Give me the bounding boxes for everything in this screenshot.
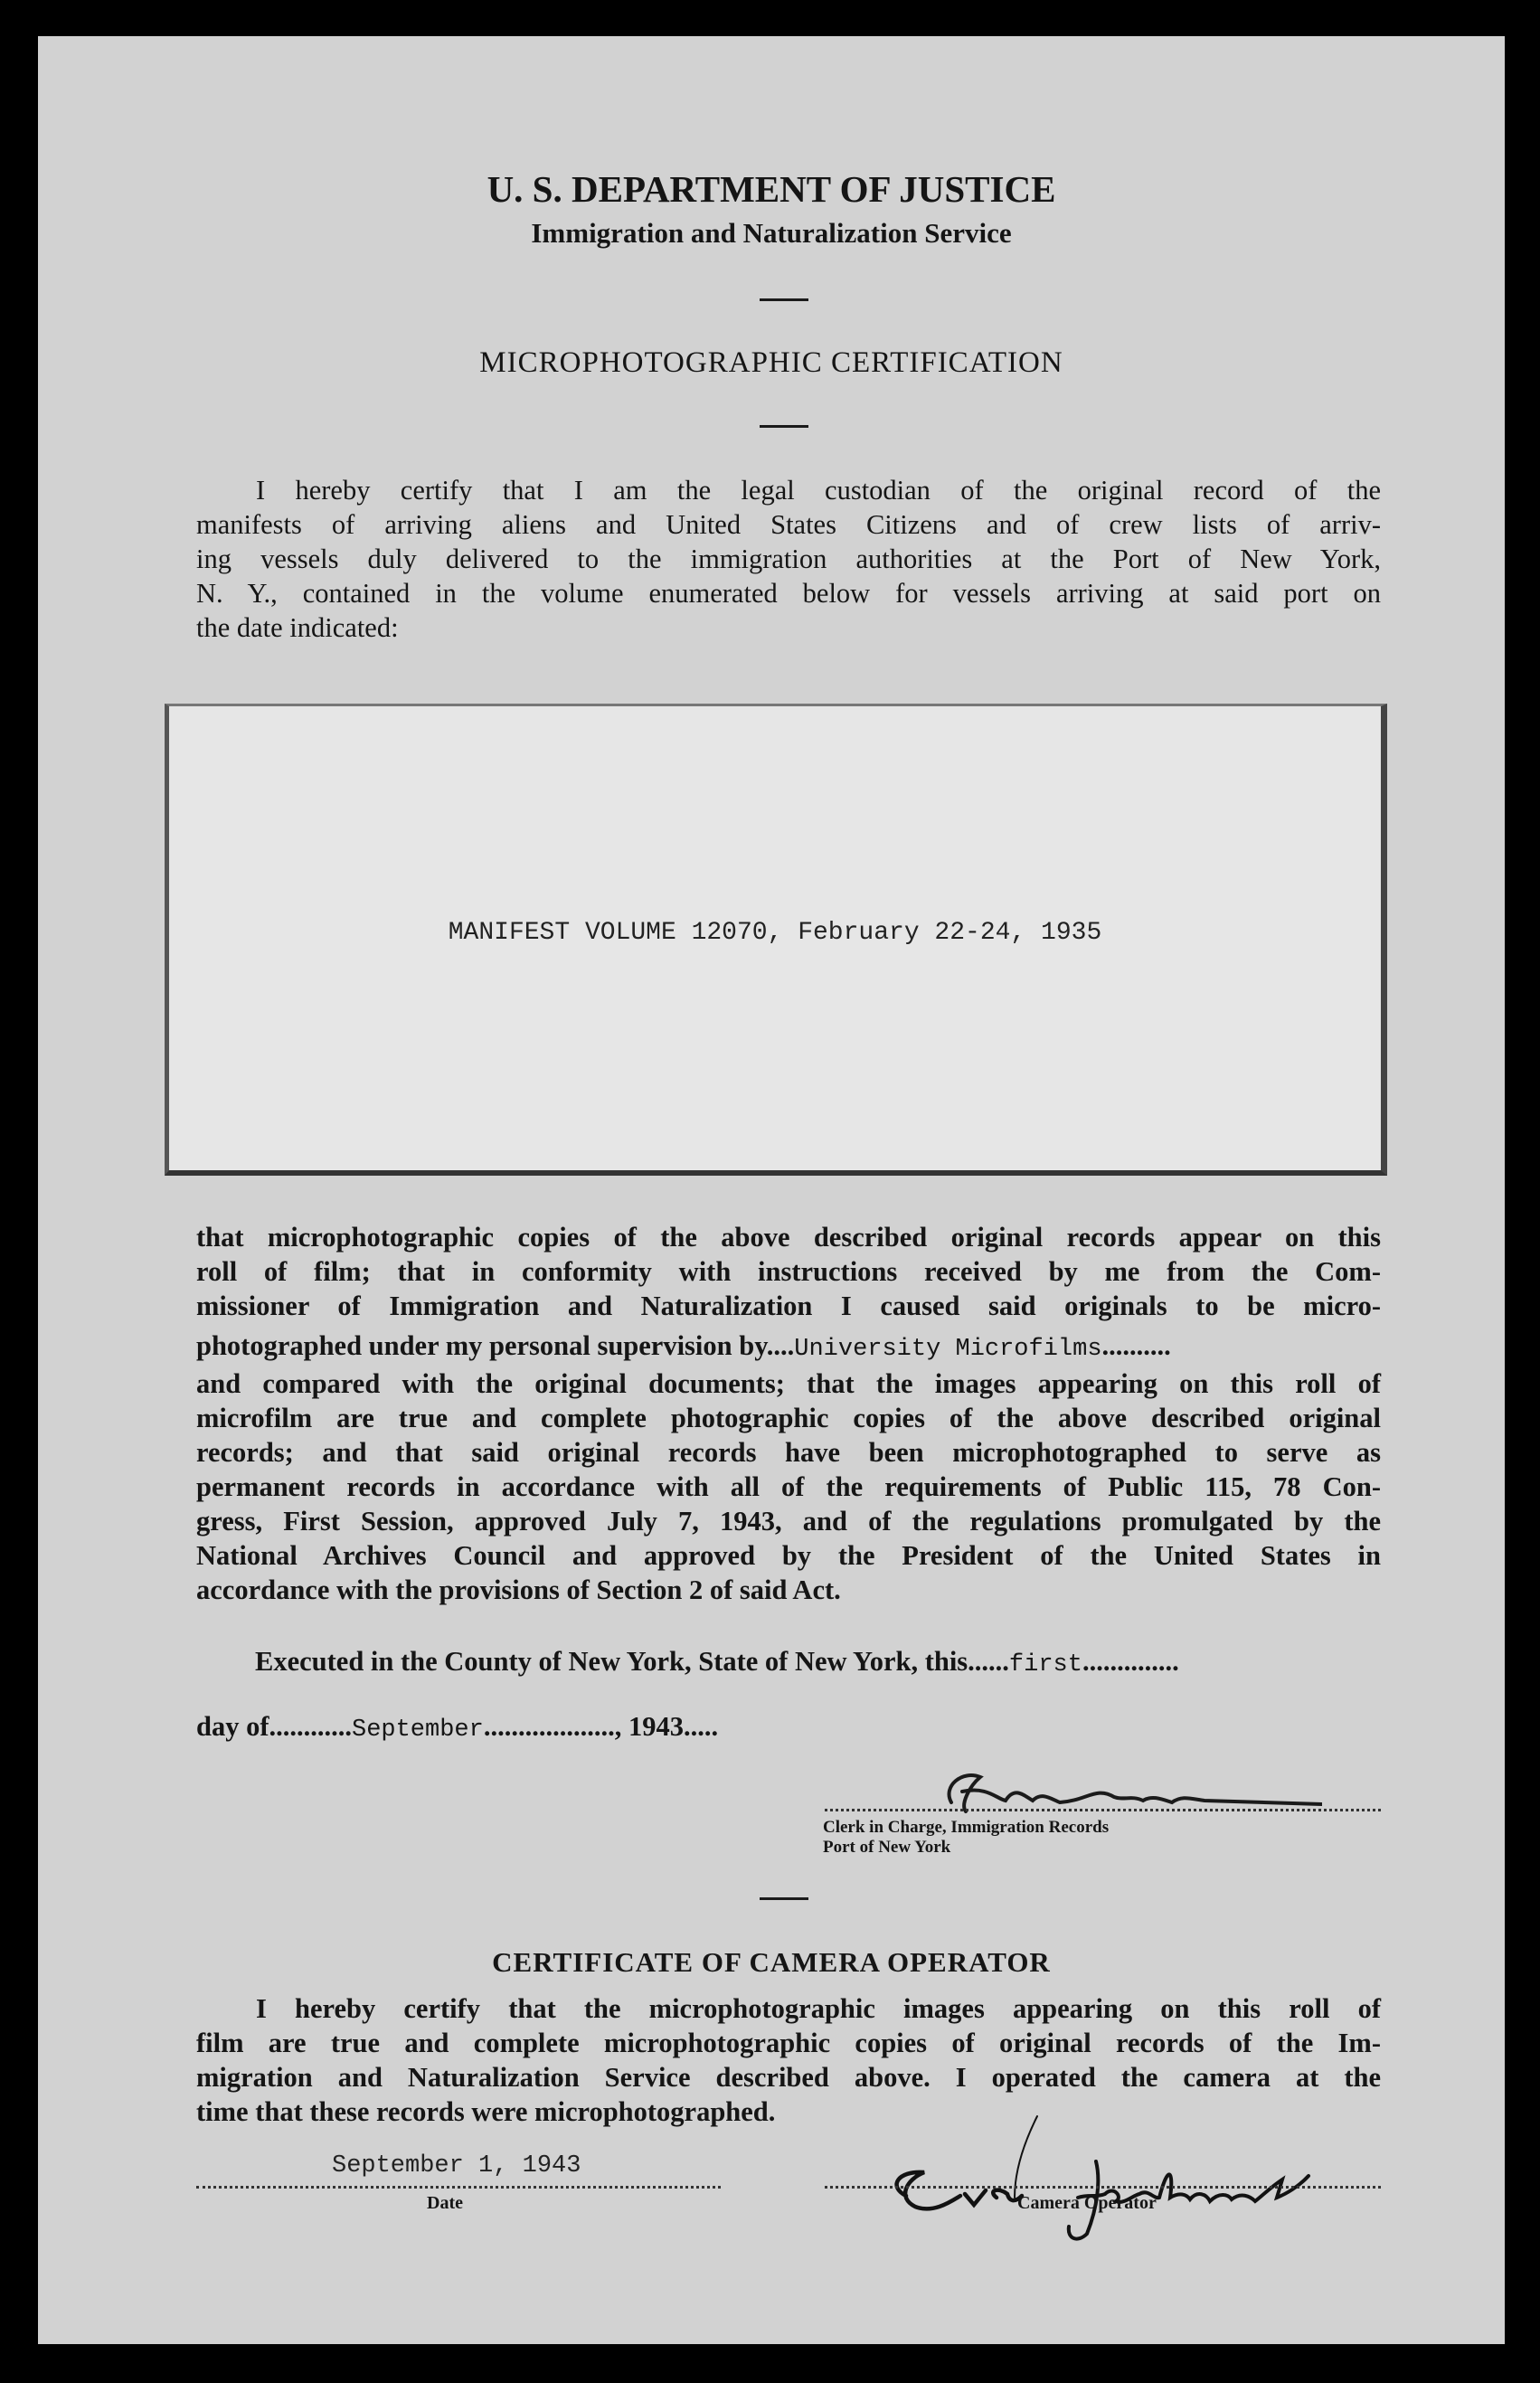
date-value: September 1, 1943: [332, 2152, 581, 2180]
clerk-signature-line: [825, 1809, 1381, 1811]
operator-signature: [852, 2107, 1322, 2252]
day-of-line: day of............September..................., 1943.....: [196, 1711, 719, 1744]
divider: [760, 1897, 808, 1900]
day-of-prefix: day of: [196, 1711, 269, 1742]
text-line: and compared with the original documents; that the images appearing on this roll of: [196, 1368, 1381, 1399]
text-line: accordance with the provisions of Section 2 of said Act.: [196, 1574, 841, 1605]
agency-heading: U. S. DEPARTMENT OF JUSTICE: [487, 168, 1056, 210]
certification-body: [196, 1220, 1381, 1607]
text-line: permanent records in accordance with all of the requirements of Public 115, 78 Con-: [196, 1471, 1381, 1502]
supervision-line: photographed under my personal supervision by....University Microfilms..........: [196, 1330, 1171, 1363]
certificate-page: [38, 36, 1505, 2344]
executed-day: first: [1008, 1651, 1082, 1679]
volume-label: MANIFEST VOLUME 12070, February 22-24, 1935: [448, 919, 1102, 947]
text-line: N. Y., contained in the volume enumerated below for vessels arriving at said port on: [196, 578, 1381, 609]
intro-paragraph: [196, 473, 1381, 645]
clerk-caption: [823, 1818, 1109, 1858]
executed-prefix: Executed in the County of New York, State of New York, this: [255, 1646, 968, 1677]
executed-line: Executed in the County of New York, State of New York, this......first..............: [255, 1646, 1179, 1679]
volume-label-card: [165, 704, 1387, 1176]
month-value: September: [352, 1716, 484, 1744]
divider: [760, 425, 808, 428]
supervision-prefix: photographed under my personal supervision by: [196, 1330, 767, 1361]
divider: [760, 298, 808, 301]
text-line: that microphotographic copies of the above described original records appear on this: [196, 1222, 1381, 1253]
text-line: missioner of Immigration and Naturalization I caused said originals to be micro-: [196, 1291, 1381, 1321]
text-line: I hereby certify that the microphotographic images appearing on this roll of: [256, 1993, 1381, 2024]
camera-certificate-title: CERTIFICATE OF CAMERA OPERATOR: [492, 1946, 1051, 1978]
clerk-signature: [906, 1759, 1322, 1822]
clerk-port: Port of New York: [823, 1838, 951, 1857]
text-line: manifests of arriving aliens and United States Citizens and of crew lists of arriv-: [196, 509, 1381, 540]
text-line: the date indicated:: [196, 612, 399, 643]
supervisor-name: University Microfilms: [794, 1336, 1102, 1363]
operator-caption: Camera Operator: [1017, 2193, 1157, 2213]
date-line: [196, 2186, 721, 2189]
text-line: National Archives Council and approved by the President of the United States in: [196, 1540, 1381, 1571]
date-caption: Date: [427, 2193, 463, 2213]
text-line: ing vessels duly delivered to the immigration authorities at the Port of New York,: [196, 544, 1381, 574]
text-line: gress, First Session, approved July 7, 1943, and of the regulations promulgated by the: [196, 1506, 1381, 1537]
service-subheading: Immigration and Naturalization Service: [531, 217, 1012, 249]
year-value: , 1943: [614, 1711, 684, 1742]
text-line: I hereby certify that I am the legal custodian of the original record of the: [256, 475, 1381, 506]
text-line: roll of film; that in conformity with instructions received by me from the Com-: [196, 1256, 1381, 1287]
text-line: microfilm are true and complete photographic copies of the above described original: [196, 1403, 1381, 1433]
text-line: film are true and complete microphotographic copies of original records of the Im-: [196, 2028, 1381, 2058]
text-line: time that these records were microphotographed.: [196, 2096, 776, 2127]
operator-signature-line: [825, 2186, 1381, 2189]
clerk-title: Clerk in Charge, Immigration Records: [823, 1818, 1110, 1837]
text-line: migration and Naturalization Service described above. I operated the camera at the: [196, 2062, 1381, 2093]
text-line: records; and that said original records have been microphotographed to serve as: [196, 1437, 1381, 1468]
certification-title: MICROPHOTOGRAPHIC CERTIFICATION: [479, 346, 1063, 379]
